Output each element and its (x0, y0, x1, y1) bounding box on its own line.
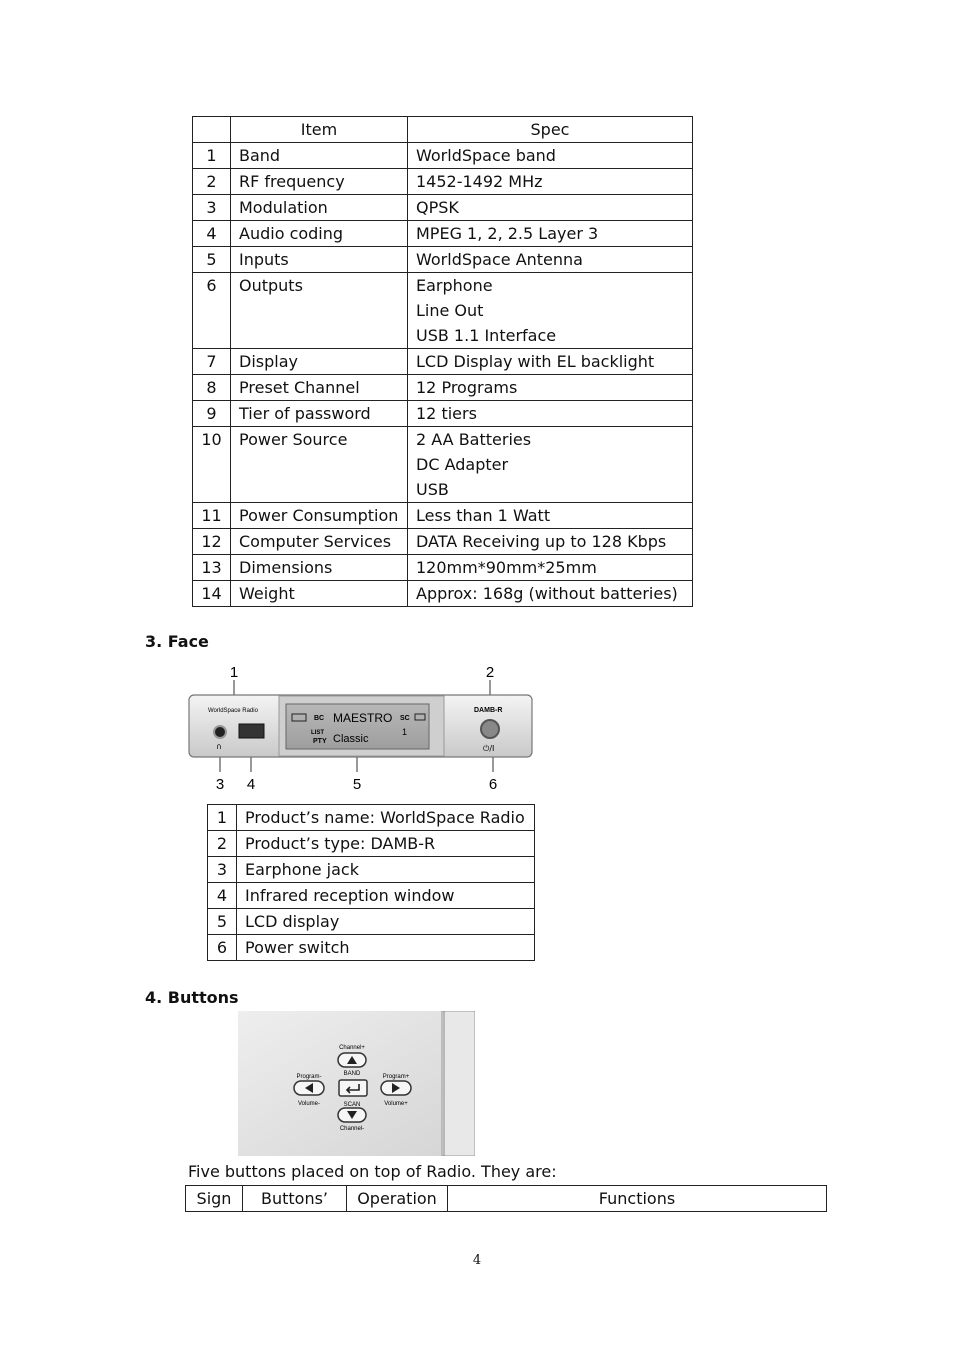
face-row-number: 5 (208, 909, 237, 935)
callout-5: 5 (352, 776, 362, 792)
table-row (193, 555, 693, 581)
channel-up-button[interactable] (338, 1053, 366, 1067)
spec-value-line: Line Out (416, 301, 484, 320)
spec-row-number: 13 (193, 555, 231, 581)
spec-row-number: 10 (193, 427, 231, 503)
spec-value-line: QPSK (416, 198, 459, 217)
power-button-icon (481, 720, 499, 738)
spec-row-value (408, 401, 693, 427)
spec-row-item: Tier of password (231, 401, 408, 427)
volume-minus-label: Volume- (297, 1101, 321, 1107)
spec-row-value (408, 247, 693, 273)
spec-row-item: Power Source (231, 427, 408, 503)
lcd-pty: PTY (313, 738, 327, 745)
spec-row-number: 8 (193, 375, 231, 401)
band-enter-button[interactable] (339, 1080, 367, 1096)
callout-3: 3 (215, 776, 225, 792)
buttons-intro: Five buttons placed on top of Radio. They are: (188, 1162, 557, 1181)
spec-header-item: Item (231, 117, 408, 143)
table-row (193, 529, 693, 555)
buttons-heading: 4. Buttons (145, 988, 239, 1007)
table-row (193, 503, 693, 529)
face-row-number: 2 (208, 831, 237, 857)
callout-4: 4 (246, 776, 256, 792)
table-row (193, 195, 693, 221)
scan-label: SCAN (343, 1102, 361, 1108)
spec-table-header (193, 117, 693, 143)
page-number: 4 (472, 1253, 482, 1268)
face-heading: 3. Face (145, 632, 209, 651)
spec-value-line: 12 Programs (416, 378, 518, 397)
buttons-table (185, 1185, 827, 1212)
spec-value-line: 1452-1492 MHz (416, 172, 543, 191)
spec-row-item: Weight (231, 581, 408, 607)
lcd-bc: BC (314, 715, 325, 722)
spec-row-item: Outputs (231, 273, 408, 349)
table-row (208, 857, 535, 883)
buttons-header-functions: Functions (448, 1186, 827, 1212)
buttons-table-header (186, 1186, 827, 1212)
lcd-list: LIST (311, 730, 324, 736)
buttons-header-sign: Sign (186, 1186, 243, 1212)
buttons-figure (238, 1011, 475, 1156)
face-row-text: Earphone jack (237, 857, 535, 883)
spec-row-number: 12 (193, 529, 231, 555)
face-row-number: 1 (208, 805, 237, 831)
spec-row-value (408, 375, 693, 401)
spec-row-item: Preset Channel (231, 375, 408, 401)
spec-table (192, 116, 693, 607)
spec-row-number: 9 (193, 401, 231, 427)
channel-down-button[interactable] (338, 1108, 366, 1122)
spec-row-value (408, 221, 693, 247)
table-row (193, 221, 693, 247)
spec-value-line: Approx: 168g (without batteries) (416, 584, 678, 603)
spec-row-item: Computer Services (231, 529, 408, 555)
face-table (207, 804, 535, 961)
spec-row-value (408, 143, 693, 169)
spec-value-line: 2 AA Batteries (416, 430, 532, 449)
headphone-icon: ∩ (216, 742, 222, 751)
spec-value-line: WorldSpace band (416, 146, 556, 165)
spec-value-line: Less than 1 Watt (416, 506, 551, 525)
face-row-text: Infrared reception window (237, 883, 535, 909)
spec-value-line: USB 1.1 Interface (416, 326, 557, 345)
spec-row-number: 11 (193, 503, 231, 529)
spec-header-num (193, 117, 231, 143)
spec-value-line: 12 tiers (416, 404, 477, 423)
program-plus-label: Program+ (382, 1074, 410, 1080)
channel-plus-label: Channel+ (339, 1045, 365, 1051)
table-row (193, 581, 693, 607)
spec-row-number: 1 (193, 143, 231, 169)
face-row-text: Product’s type: DAMB-R (237, 831, 535, 857)
spec-row-value (408, 503, 693, 529)
spec-row-value (408, 169, 693, 195)
face-row-text: LCD display (237, 909, 535, 935)
spec-row-value (408, 273, 693, 349)
spec-row-number: 2 (193, 169, 231, 195)
spec-row-number: 6 (193, 273, 231, 349)
spec-row-value (408, 581, 693, 607)
table-row (193, 401, 693, 427)
spec-row-value (408, 427, 693, 503)
table-row (208, 831, 535, 857)
spec-value-line: DC Adapter (416, 455, 509, 474)
spec-row-item: Inputs (231, 247, 408, 273)
spec-row-item: RF frequency (231, 169, 408, 195)
band-label: BAND (343, 1071, 361, 1077)
spec-value-line: 120mm*90mm*25mm (416, 558, 597, 577)
callout-1: 1 (229, 664, 239, 681)
table-row (193, 273, 693, 349)
spec-row-number: 5 (193, 247, 231, 273)
face-row-number: 6 (208, 935, 237, 961)
buttons-header-operation: Operation (347, 1186, 448, 1212)
spec-value-line: MPEG 1, 2, 2.5 Layer 3 (416, 224, 599, 243)
spec-value-line: Earphone (416, 276, 493, 295)
table-row (208, 805, 535, 831)
callout-6: 6 (488, 776, 498, 792)
radio-face-figure (186, 662, 536, 792)
lcd-line1: MAESTRO (333, 711, 393, 725)
face-row-text: Power switch (237, 935, 535, 961)
face-row-number: 4 (208, 883, 237, 909)
spec-row-number: 14 (193, 581, 231, 607)
spec-row-value (408, 195, 693, 221)
spec-row-number: 3 (193, 195, 231, 221)
spec-row-item: Modulation (231, 195, 408, 221)
buttons-header-buttons: Buttons’ (243, 1186, 347, 1212)
program-left-button[interactable] (294, 1081, 324, 1095)
spec-row-value (408, 349, 693, 375)
lcd-num: 1 (402, 727, 408, 737)
table-row (193, 349, 693, 375)
spec-value-line: LCD Display with EL backlight (416, 352, 655, 371)
spec-row-item: Audio coding (231, 221, 408, 247)
table-row (193, 169, 693, 195)
table-row (208, 935, 535, 961)
power-label: ⏻/I (483, 744, 495, 753)
spec-row-item: Display (231, 349, 408, 375)
spec-row-number: 4 (193, 221, 231, 247)
program-right-button[interactable] (381, 1081, 411, 1095)
table-row (193, 427, 693, 503)
model-label: DAMB-R (474, 707, 503, 714)
spec-row-value (408, 555, 693, 581)
spec-row-item: Band (231, 143, 408, 169)
callout-2: 2 (485, 664, 495, 681)
spec-row-item: Power Consumption (231, 503, 408, 529)
face-row-text: Product’s name: WorldSpace Radio (237, 805, 535, 831)
table-row (193, 143, 693, 169)
program-minus-label: Program- (296, 1074, 322, 1080)
spec-row-value (408, 529, 693, 555)
earphone-jack-icon (214, 726, 226, 738)
spec-row-number: 7 (193, 349, 231, 375)
channel-minus-label: Channel- (339, 1126, 365, 1132)
lcd-sc: SC (400, 715, 410, 722)
infrared-window-icon (239, 724, 264, 738)
face-row-number: 3 (208, 857, 237, 883)
brand-label: WorldSpace Radio (208, 708, 258, 714)
table-row (208, 883, 535, 909)
lcd-line2: Classic (333, 733, 369, 745)
table-row (193, 247, 693, 273)
spec-header-spec: Spec (408, 117, 693, 143)
spec-table-body (193, 143, 693, 607)
volume-plus-label: Volume+ (384, 1101, 408, 1107)
spec-row-item: Dimensions (231, 555, 408, 581)
face-table-body (208, 805, 535, 961)
table-row (208, 909, 535, 935)
spec-value-line: WorldSpace Antenna (416, 250, 583, 269)
spec-value-line: USB (416, 480, 449, 499)
spec-value-line: DATA Receiving up to 128 Kbps (416, 532, 667, 551)
table-row (193, 375, 693, 401)
